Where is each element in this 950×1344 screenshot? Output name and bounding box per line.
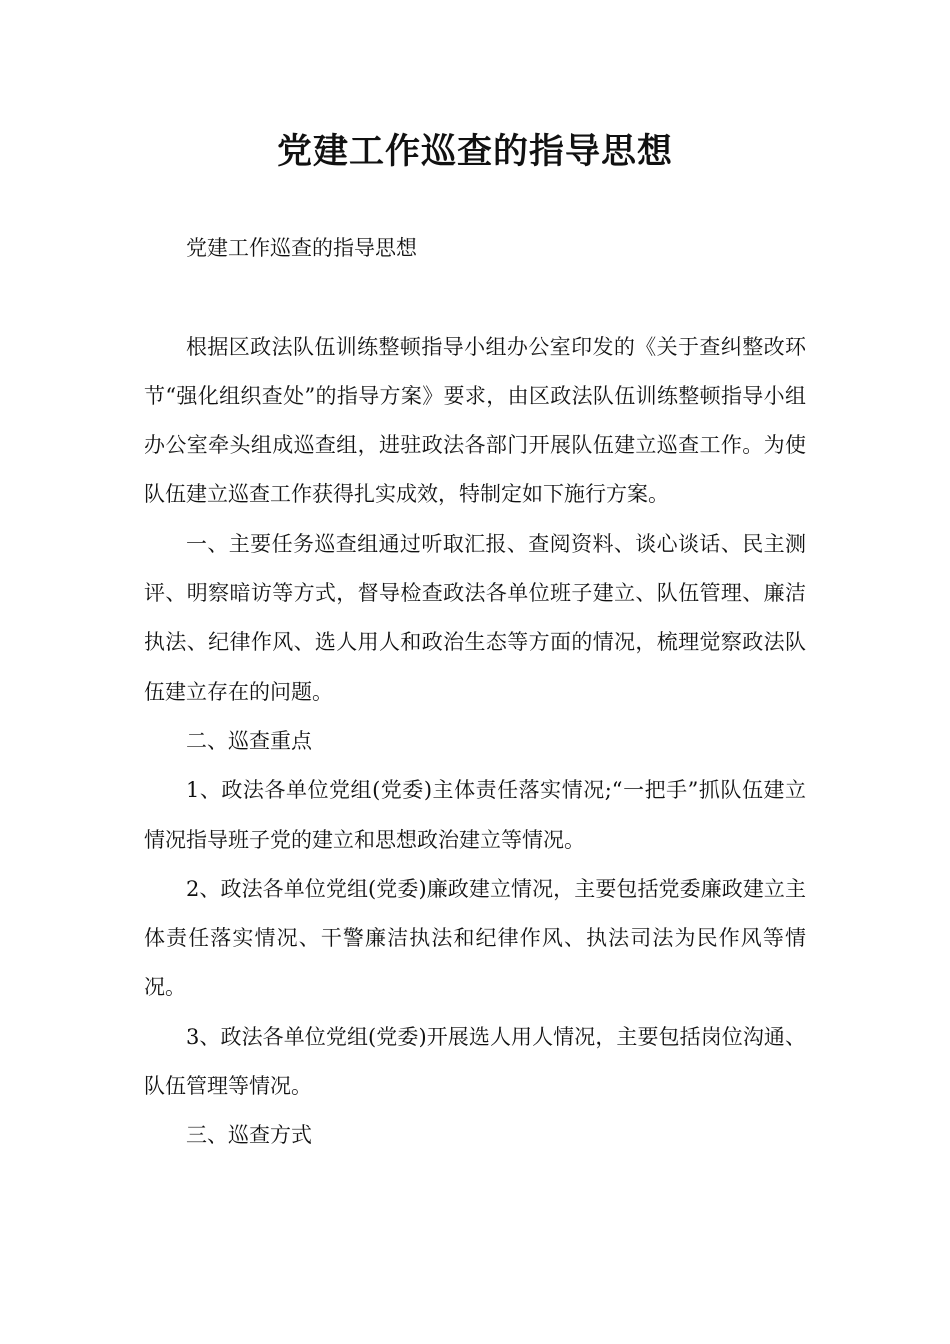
paragraph-intro: 根据区政法队伍训练整顿指导小组办公室印发的《关于查纠整改环节“强化组织查处”的指导方案》要求，由区政法队伍训练整顿指导小组办公室牵头组成巡查组，进驻政法各部门开展队伍建立巡查工作。为使队伍建立巡查工作获得扎实成效，特制定如下施行方案。 [144,334,806,507]
section-heading-focus: 二、巡查重点 [186,728,312,753]
paragraph-focus-1: 1、政法各单位党组(党委)主体责任落实情况;“一把手”抓队伍建立情况指导班子党的建立和思想政治建立等情况。 [144,778,806,852]
document-subtitle: 党建工作巡查的指导思想 [186,236,417,260]
paragraph-main-task: 一、主要任务巡查组通过听取汇报、查阅资料、谈心谈话、民主测评、明察暗访等方式，督导检查政法各单位班子建立、队伍管理、廉洁执法、纪律作风、选人用人和政治生态等方面的情况，梳理觉察政法队伍建立存在的问题。 [144,531,806,704]
document-body [144,224,806,1161]
section-heading-method: 三、巡查方式 [186,1123,312,1148]
paragraph-focus-3: 3、政法各单位党组(党委)开展选人用人情况，主要包括岗位沟通、队伍管理等情况。 [144,1024,806,1099]
document-title: 党建工作巡查的指导思想 [276,132,673,172]
paragraph-focus-2: 2、政法各单位党组(党委)廉政建立情况，主要包括党委廉政建立主体责任落实情况、干警廉洁执法和纪律作风、执法司法为民作风等情况。 [144,876,806,1000]
